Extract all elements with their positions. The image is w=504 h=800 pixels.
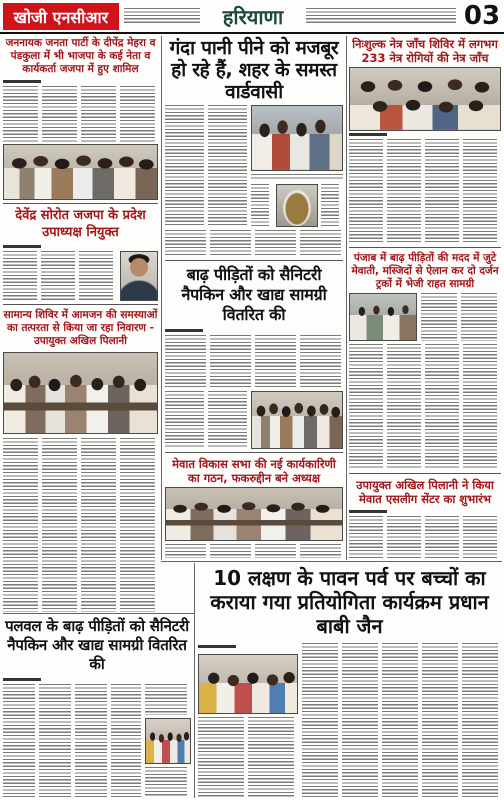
article-body-text: [145, 684, 191, 715]
appointment-article-body: [3, 251, 158, 301]
article-body-text: [421, 293, 501, 341]
headline-palwal-relief: पलवल के बाढ़ पीड़ितों को सैनिटरी नैपकिन और खाद्य सामग्री वितरित की: [5, 617, 189, 673]
column-divider: [346, 36, 347, 560]
news-photo-relief-trucks: [349, 293, 417, 341]
news-photo-party-joining: [3, 144, 158, 200]
headline-flood-relief-distribution: बाढ़ पीड़ितों को सैनिटरी नैपकिन और खाद्य सामग्री वितरित की: [181, 264, 327, 324]
news-photo-eye-camp: [349, 67, 501, 131]
byline-marker: [349, 133, 387, 136]
column-divider: [161, 36, 162, 560]
news-photo-camp-meeting: [3, 352, 158, 434]
article-divider: [3, 304, 158, 305]
article-body-text: [302, 643, 501, 797]
photo-row: [251, 184, 343, 227]
headline-grievance-camp: सामान्य शिविर में आमजन की समस्याओं का तत्परता से किया जा रहा निवारण - उपायुक्त अखिल पिलानी: [3, 309, 158, 347]
article-divider: [349, 473, 501, 474]
header-rule: [0, 32, 504, 34]
headline-vice-president-appointed: देवेंद्र सोरोत जजपा के प्रदेश उपाध्यक्ष नियुक्त: [15, 208, 146, 240]
headline-mewat-sabha: मेवात विकास सभा की नई कार्यकारिणी का गठन, फकरुद्दीन बने अध्यक्ष: [172, 457, 336, 485]
article-body-text: [3, 438, 158, 612]
article-body-text: [145, 767, 191, 798]
headline-dirty-water: गंदा पानी पीने को मजबूर हो रहे हैं, शहर के समस्त वार्डवासी: [169, 37, 339, 103]
news-photo-sabha-group: [165, 487, 343, 541]
article-body-text: [349, 344, 501, 470]
column-divider: [194, 563, 195, 798]
headline-punjab-flood-aid: पंजाब में बाढ़ पीड़ितों की मदद में जुटे मेवाती, मस्जिदों से ऐलान कर दो दर्जन ट्रकों में भेजी राहत सामग्री: [351, 252, 499, 290]
article-body-text: [165, 391, 247, 449]
page-number: 03: [463, 1, 501, 31]
byline-marker: [349, 510, 387, 513]
article-body-text: [3, 251, 116, 301]
photo-stack: [145, 684, 191, 797]
article-body-text: [165, 335, 343, 388]
news-photo-water-complaint: [251, 105, 343, 171]
article-body-text: [198, 717, 298, 797]
section-divider: [161, 561, 502, 562]
article-body-text: [165, 105, 247, 227]
article-body-text: [321, 184, 343, 227]
left-column: [3, 36, 158, 612]
flood-aid-article-body: [349, 293, 501, 341]
article-divider: [3, 203, 158, 204]
photo-caption-text: [251, 174, 343, 181]
headline-jjp-joining: जननायक जनता पार्टी के दीपेंद्र मेहरा व पंडकुला में भी भाजपा के कई नेता व कार्यकर्ता जजपा में हुए शामिल: [5, 37, 156, 75]
bottom-left-article: [3, 616, 191, 797]
photo-stack: [198, 643, 298, 797]
right-column: [349, 36, 501, 558]
article-divider: [165, 452, 343, 453]
masthead-dateline-text: [124, 8, 200, 25]
article-body-text: [349, 516, 501, 558]
byline-marker: [3, 678, 41, 681]
article-divider: [165, 260, 343, 261]
headline-centre-inauguration: उपायुक्त अखिल पिलानी ने किया मेवात एसलीग सेंटर का शुभारंभ: [356, 478, 494, 506]
byline-marker: [3, 245, 41, 248]
article-body-text: [165, 230, 343, 257]
headline-children-competition: 10 लक्षण के पावन पर्व पर बच्चों का कराया गया प्रतियोगिता कार्यक्रम प्रधान बाबी जैन: [210, 566, 489, 638]
article-body-text: [251, 184, 273, 227]
article-divider: [349, 247, 501, 248]
news-photo-palwal-relief: [145, 718, 191, 764]
article-body-text: [3, 684, 141, 797]
article-body-text: [165, 544, 343, 558]
news-photo-portrait: [120, 251, 158, 301]
relief-article-body: [165, 391, 343, 449]
competition-article-body: [198, 643, 501, 797]
headline-eye-camp: निःशुल्क नेत्र जाँच शिविर में लगभग 233 नेत्र रोगियों की नेत्र जाँच: [352, 37, 498, 65]
news-photo-children: [198, 654, 298, 714]
dirty-water-article-body: [165, 105, 343, 227]
bottom-center-article: [198, 565, 501, 797]
center-column: [165, 36, 343, 558]
masthead-logo: खोजी एनसीआर: [3, 3, 119, 30]
byline-marker: [165, 329, 203, 332]
section-title: हरियाणा: [222, 5, 284, 29]
news-photo-relief-distribution: [251, 391, 343, 449]
byline-marker: [3, 80, 41, 83]
palwal-article-body: [3, 684, 191, 797]
article-body-text: [349, 139, 501, 244]
photo-stack: [251, 105, 343, 227]
byline-marker: [198, 645, 236, 648]
section-divider: [3, 613, 194, 614]
news-photo-water-sample: [276, 184, 318, 227]
article-body-text: [3, 86, 158, 144]
masthead-info-text: [306, 8, 456, 25]
